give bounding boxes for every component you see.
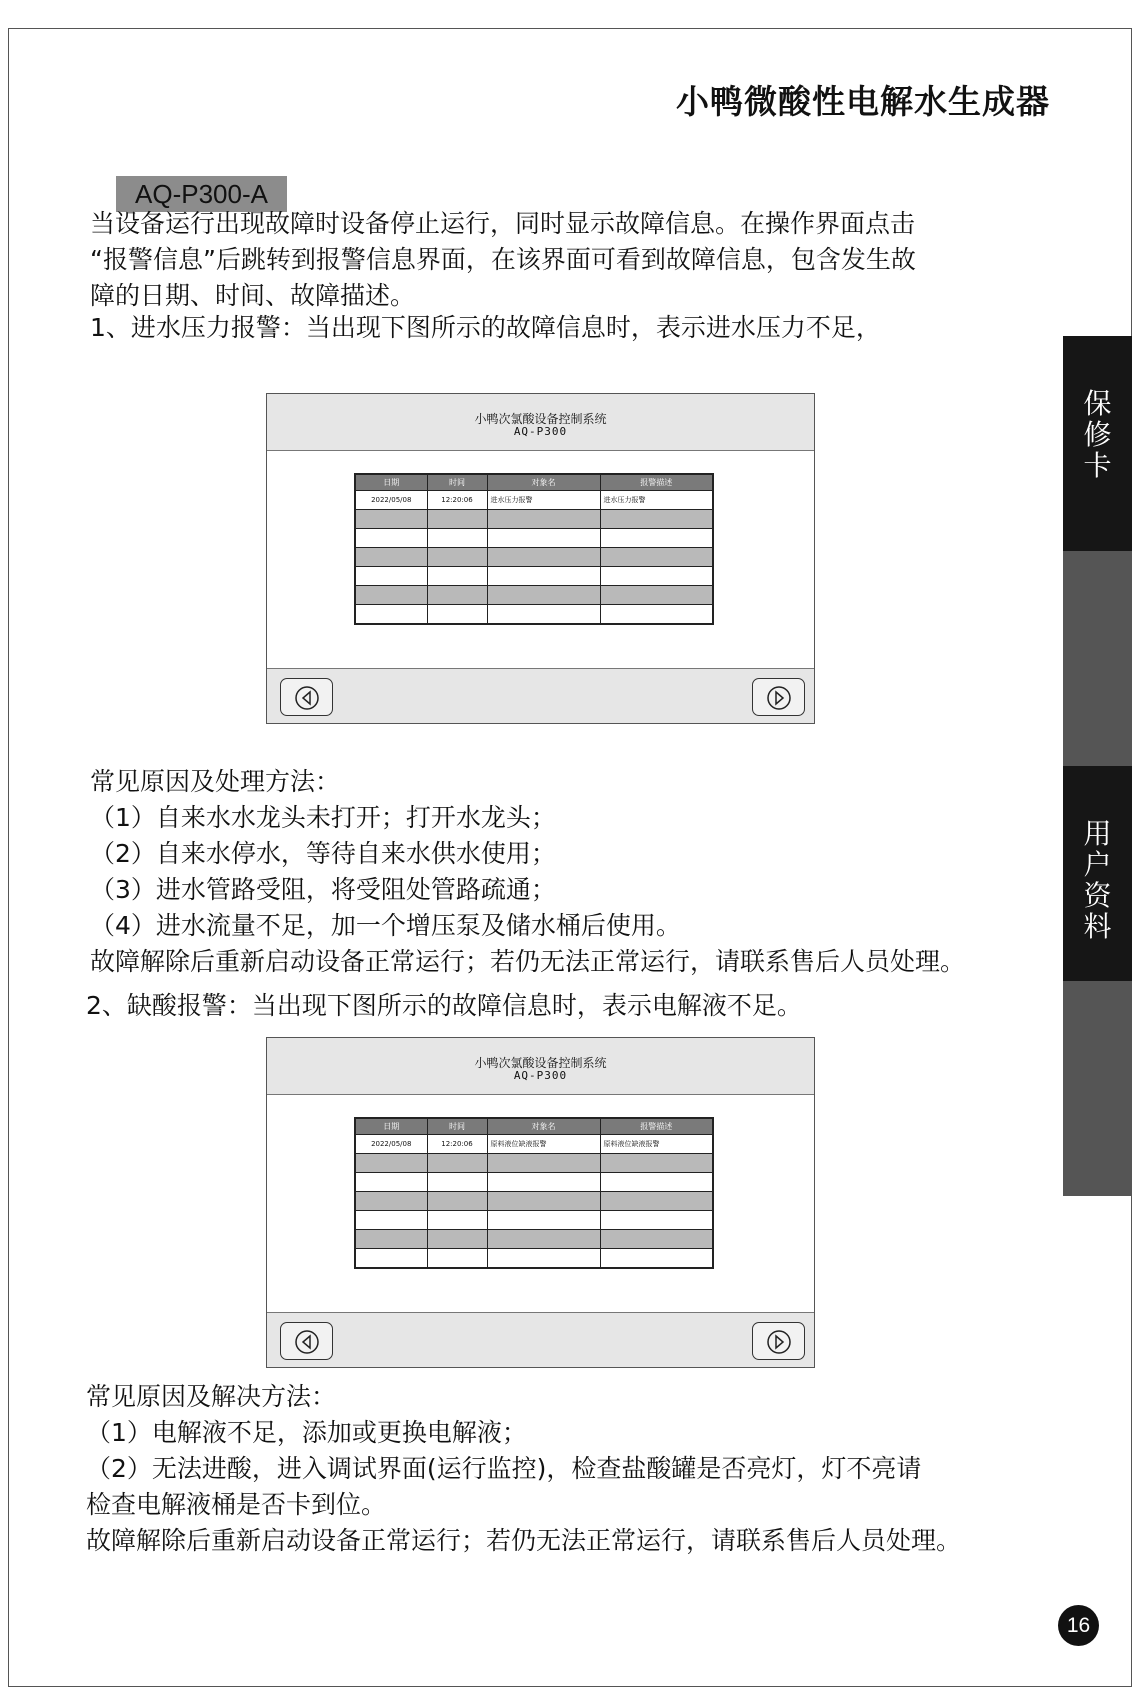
column-header: 对象名: [487, 474, 600, 491]
section-2-heading: 2、缺酸报警：当出现下图所示的故障信息时，表示电解液不足。: [86, 991, 802, 1020]
cell-date: 2022/05/08: [355, 1135, 427, 1154]
cause-item: （2）无法进酸，进入调试界面(运行监控)，检查盐酸罐是否亮灯，灯不亮请: [86, 1454, 922, 1483]
cause-item: （1）电解液不足，添加或更换电解液；: [86, 1418, 527, 1447]
table-row[interactable]: [355, 491, 713, 510]
cause-item: （4）进水流量不足，加一个增压泵及储水桶后使用。: [90, 911, 681, 940]
table-row[interactable]: [355, 1135, 713, 1154]
tab-warranty-card[interactable]: [1063, 336, 1132, 551]
column-header: 时间: [427, 1118, 487, 1135]
column-header: 对象名: [487, 1118, 600, 1135]
document-title: 小鸭微酸性电解水生成器: [676, 82, 1050, 121]
cause-item: （1）自来水水龙头未打开；打开水龙头；: [90, 803, 556, 832]
play-left-icon: [294, 685, 320, 711]
causes-footer: 故障解除后重新启动设备正常运行；若仍无法正常运行，请联系售后人员处理。: [86, 1526, 962, 1555]
tab-user-info[interactable]: [1063, 766, 1132, 981]
next-page-button[interactable]: [752, 1322, 805, 1360]
cell-description: 原料液位缺液报警: [600, 1135, 713, 1154]
cell-date: 2022/05/08: [355, 491, 427, 510]
hmi-screen-2: [266, 1037, 815, 1368]
hmi-header: [267, 394, 814, 451]
intro-line: 障的日期、时间、故障描述。: [90, 281, 416, 310]
table-row[interactable]: [355, 605, 713, 625]
model-badge: AQ-P300-A: [116, 176, 287, 212]
cell-time: 12:20:06: [427, 1135, 487, 1154]
causes-heading: 常见原因及解决方法：: [86, 1382, 337, 1411]
cell-object: 原料液位缺液报警: [487, 1135, 600, 1154]
column-header: 报警描述: [600, 474, 713, 491]
section-1-heading: 1、进水压力报警：当出现下图所示的故障信息时，表示进水压力不足，: [90, 313, 881, 342]
hmi-screen-1: [266, 393, 815, 724]
column-header: 日期: [355, 474, 427, 491]
table-row[interactable]: [355, 1211, 713, 1230]
intro-line: “报警信息”后跳转到报警信息界面，在该界面可看到故障信息，包含发生故: [90, 245, 916, 274]
play-right-icon: [766, 1329, 792, 1355]
table-row[interactable]: [355, 1230, 713, 1249]
play-right-icon: [766, 685, 792, 711]
hmi-model: AQ-P300: [513, 1069, 568, 1082]
table-row[interactable]: [355, 1154, 713, 1173]
column-header: 时间: [427, 474, 487, 491]
table-row[interactable]: [355, 1249, 713, 1269]
table-row[interactable]: [355, 510, 713, 529]
hmi-footer: [267, 1312, 814, 1367]
hmi-title: 小鸭次氯酸设备控制系统: [474, 412, 607, 426]
table-row[interactable]: [355, 586, 713, 605]
table-row[interactable]: [355, 548, 713, 567]
table-row[interactable]: [355, 1192, 713, 1211]
cell-description: 进水压力报警: [600, 491, 713, 510]
previous-page-button[interactable]: [280, 678, 333, 716]
hmi-footer: [267, 668, 814, 723]
column-header: 日期: [355, 1118, 427, 1135]
hmi-model: AQ-P300: [513, 425, 568, 438]
alarm-table: [354, 473, 714, 625]
intro-paragraph: [90, 206, 916, 314]
table-row[interactable]: [355, 1173, 713, 1192]
previous-page-button[interactable]: [280, 1322, 333, 1360]
table-row[interactable]: [355, 529, 713, 548]
cell-object: 进水压力报警: [487, 491, 600, 510]
intro-line: 当设备运行出现故障时设备停止运行，同时显示故障信息。在操作界面点击: [90, 209, 916, 238]
cause-item: （3）进水管路受阻，将受阻处管路疏通；: [90, 875, 556, 904]
cause-item: （2）自来水停水，等待自来水供水使用；: [90, 839, 556, 868]
alarm-table: [354, 1117, 714, 1269]
table-header-row: [355, 474, 713, 491]
causes-heading: 常见原因及处理方法：: [90, 767, 341, 796]
table-header-row: [355, 1118, 713, 1135]
tab-blank-2[interactable]: [1063, 981, 1132, 1196]
next-page-button[interactable]: [752, 678, 805, 716]
tab-label: 保 修 卡: [1083, 387, 1112, 482]
cause-item: 检查电解液桶是否卡到位。: [86, 1490, 387, 1519]
hmi-title: 小鸭次氯酸设备控制系统: [474, 1056, 607, 1070]
hmi-header: [267, 1038, 814, 1095]
tab-blank-1[interactable]: [1063, 551, 1132, 766]
page-number: 16: [1058, 1605, 1099, 1646]
causes-list-1: [90, 764, 965, 980]
tab-label: 用 户 资 料: [1083, 817, 1112, 943]
cell-time: 12:20:06: [427, 491, 487, 510]
column-header: 报警描述: [600, 1118, 713, 1135]
play-left-icon: [294, 1329, 320, 1355]
causes-footer: 故障解除后重新启动设备正常运行；若仍无法正常运行，请联系售后人员处理。: [90, 947, 966, 976]
causes-list-2: [86, 1379, 961, 1559]
table-row[interactable]: [355, 567, 713, 586]
